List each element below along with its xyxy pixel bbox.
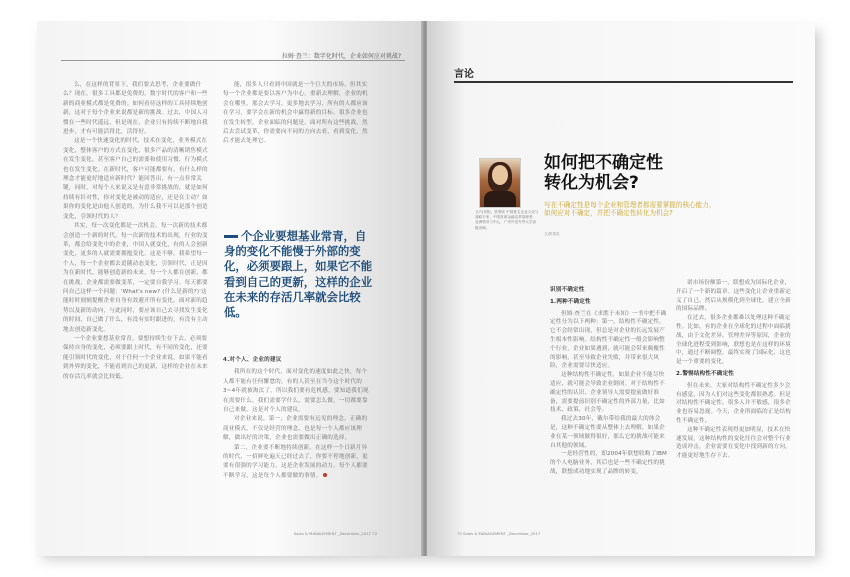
right-page bbox=[427, 21, 815, 556]
paragraph: 这种结构性不确定性，如果企业不能尽快适应，就可能会导致企业倒闭。对于结构性不确定性的认识，企业领导人需要提前做好准备，需要提前识别不确定性的外部力量，比如技术、政策、社会等。 bbox=[550, 372, 665, 414]
magazine-spread bbox=[37, 21, 815, 556]
right-column-2 bbox=[676, 279, 794, 461]
header-rule bbox=[61, 60, 405, 61]
article-title-line-1: 如何把不确定性 bbox=[544, 153, 663, 173]
paragraph: 一是经营性的，即2004年联想收购了IBM的个人电脑业务，其后也是一些不确定性的挑战，联想成功地实现了品牌的转变。 bbox=[550, 451, 668, 475]
paragraph: 但在未来，大家对结构性不确定性多少会有感觉，因为人们对这些变化都很熟悉。但是对结构性不确定性，很多人并不敏感，很多企业也容易忽视。今天，企业所面临的正是结构性不确定性。 bbox=[676, 382, 791, 424]
article-title bbox=[544, 153, 663, 193]
author-photo bbox=[479, 158, 521, 208]
paragraph: 这种不确定性表现得更加明显，技术在快速发展，这种结构性的变化往往会对整个行业造成冲击，企业需要在变化中找到新的方向，才能更好地生存下去。 bbox=[676, 426, 791, 460]
paragraph: 其实，每一次变化都是一次机会。每一次新的技术都会创造一个新的时代，每一次新的技术的出现，行业的变革，都会给变化中的企业，中国人就变化，有的人会创新变化，更多的人就需要拥抱变化，这是不够，我希望每一个人，每一个企业都去追随动态变化，引领时代，正是因为在新时代，能够创造新的未来，每一个人都在创新，都在挑战，企业都需要做变革，一定要自我学习。每天都要问自己这样一个问题：'What's new? (什么是新的?)'这能时时刻刻提醒企业自身有效避开所有变化，面对新的趋势以及新的动向，与此同时，要应该自己去寻找发生变化的时间，自己做了什么，有没有实时跟进的，有没有主动地去创造新变化。 bbox=[63, 223, 208, 333]
pull-quote-text: 个企业要想基业常青，自身的变化不能慢于外部的变化，必须要跟上，如果它不能看到自己的更新，这样的企业在未来的存活几率就会比较低。 bbox=[224, 229, 373, 320]
paragraph: 能，很多人只看到中国就是一个巨大的市场。但其实每一个企业都是要以客户为中心，重新去理解，企业的机会在哪里，那会去学习，更多地去学习，所有的人都应该在学习，要学会在新的机会中赢得新的目标。很多企业也在发生转型，企业面临的问题是，面对所有这些挑战，然后去尝试变革，你需要向不同的方向去看，看到变化，然后才能去处理它。 bbox=[223, 82, 368, 145]
article-title-line-2: 转化为机会? bbox=[544, 173, 639, 193]
left-column-2-bottom bbox=[223, 351, 373, 481]
footer-right: 72 Sales & MANAGEMENT _December_2017 bbox=[457, 531, 541, 536]
article-author: 文/张泰旺 bbox=[544, 232, 560, 236]
left-page bbox=[37, 21, 423, 556]
section-heading: 识别不确定性 bbox=[550, 287, 585, 293]
paragraph: 一个企业要想基业常青，要想持续生存下去，必须要保持自身的变化，必须要跟上时代，有不同的变化，还要能引领时代的变化，对于任何一个企业来说，如果不能看到外界的变化，不能看到自己的更新，这样的企业在未来的存活几率就会比较低。 bbox=[63, 335, 208, 380]
paragraph: 我所在的这个时代，面对变化的速度如此之快，每个人都不能有任何懈怠的，有的人甚至在当今这个时代的3~4年就被淘汰了，所以我们要有危机感，要知道我们现在需要什么，我们需要学什么，需要怎么做，一切都要靠自己来做，这是对个人的建议。 bbox=[223, 369, 369, 414]
paragraph bbox=[223, 444, 373, 482]
paragraph: 我过去30年，戴尔带给我的最大的体会是，这种不确定性要从整体上去理解，如果企业在某一领域做得很好，那么它的挑战可能来自其他的领域。 bbox=[550, 416, 665, 449]
paragraph: 么，在这样的背景下，我们要去思考，企业要做什么？现在，很多工具都是免费的，数字时代的客户和一些新的商业模式都是免费的。如何看待这样的工具持续地创新，这对于每个企业来说都是新的挑战。过去，中国人习惯在一些时代遥远，但是现在，企业只有持续不断地自我进步，才有可能活得比，活得好。 bbox=[63, 82, 208, 136]
paragraph: 在过去，很多企业都难以处理这种不确定性。比如，有的企业在全球化的过程中面临挑战，由于文化差异、管理差异等原因，企业的全球化进程受到影响，联想也是在这样的环境中，通过不断调整，最终实现了国际化，这也是一个重要的变化。 bbox=[676, 315, 791, 366]
paragraph: 对企业来说，第一，企业需要有远见的理念，正确的商业模式，不仅是经营的理念，也是每一个人都应该理解，做出好的决策，企业也需要做出正确的选择。 bbox=[223, 416, 368, 442]
section-subheading: 1.两种不确定性 bbox=[550, 298, 591, 305]
running-head: 拉姆·查兰：数字化时代，企业如何应对挑战? bbox=[281, 53, 401, 60]
paragraph: 诺市场份额第一，联想成为国际化企业，开启了一个新的篇章。这些变化让企业重新定义了自己，然后从规模化到全球化，建立全新的国际品牌。 bbox=[676, 280, 791, 313]
pull-quote bbox=[224, 229, 374, 320]
photo-body bbox=[484, 191, 516, 207]
photo-caption: 文/马凤阳，蔡奉欣 中国著名企业文化与战略专家，中国首席金融变革管理者，亚洲领导力中心，广州外语外贸大学高级讲师。 bbox=[475, 210, 539, 230]
section-rule bbox=[454, 81, 793, 83]
footer-left: Sales & MANAGEMENT _December_2017 72 bbox=[293, 531, 377, 536]
pull-quote-bar bbox=[224, 235, 238, 238]
photo-face bbox=[492, 165, 508, 185]
section-subheading: 4.对个人、企业的建议 bbox=[223, 357, 282, 363]
right-column-1 bbox=[550, 283, 668, 477]
paragraph: 但姆·查兰在《求胜于未知》一书中把不确定性分为以下两种：第一，结构性不确定性，它不会经常出现，但总是对企业的长远发展产生根本性影响。结构性不确定性一般会影响整个行业，企业如果遇到，就可能会带来颠覆性的影响，甚至导致企业失败，并带来很大风险，企业需要尽快适应。 bbox=[550, 310, 667, 370]
paragraph: 这是一个快速变化的时代，技术在变化，业务模式在变化，整体客户的方式在变化，很多产品的清晰销售模式在发生变化。甚至客户自己的需要和使用习惯，行为模式也在发生变化。在新时代，客户可能都要有，有什么样的理念才能更好地适应新时代？能回答出，有一点非常关键，同时，对每个人来说又是有意非常挑战的，就是如何持续有针对性，你对变化是被动的适应，还是在主动？如果你的变化是由他人创造的，为什么我不可以是那个创造变化，引领时代的人？ bbox=[63, 138, 208, 220]
section-subheading: 2.警惕结构性不确定性 bbox=[676, 370, 735, 377]
section-title: 言论 bbox=[454, 69, 474, 80]
left-column-2-top bbox=[223, 81, 373, 147]
end-mark-icon bbox=[323, 473, 327, 477]
left-column-1 bbox=[63, 81, 209, 382]
paragraph-text: 第二，企业要不断地持续创新。在这样一个日新月异的时代，一招鲜吃遍天已经过去了，你要不停地创新，更要有很强的学习能力，这是企业发展的动力。每个人都要不断学习，这是每个人都要做的事情。 bbox=[223, 444, 368, 479]
article-lead: 写在不确定性是每个企业和管理者都需要掌握的核心能力，如何应对不确定，并把不确定性转化为机会? bbox=[544, 201, 716, 218]
